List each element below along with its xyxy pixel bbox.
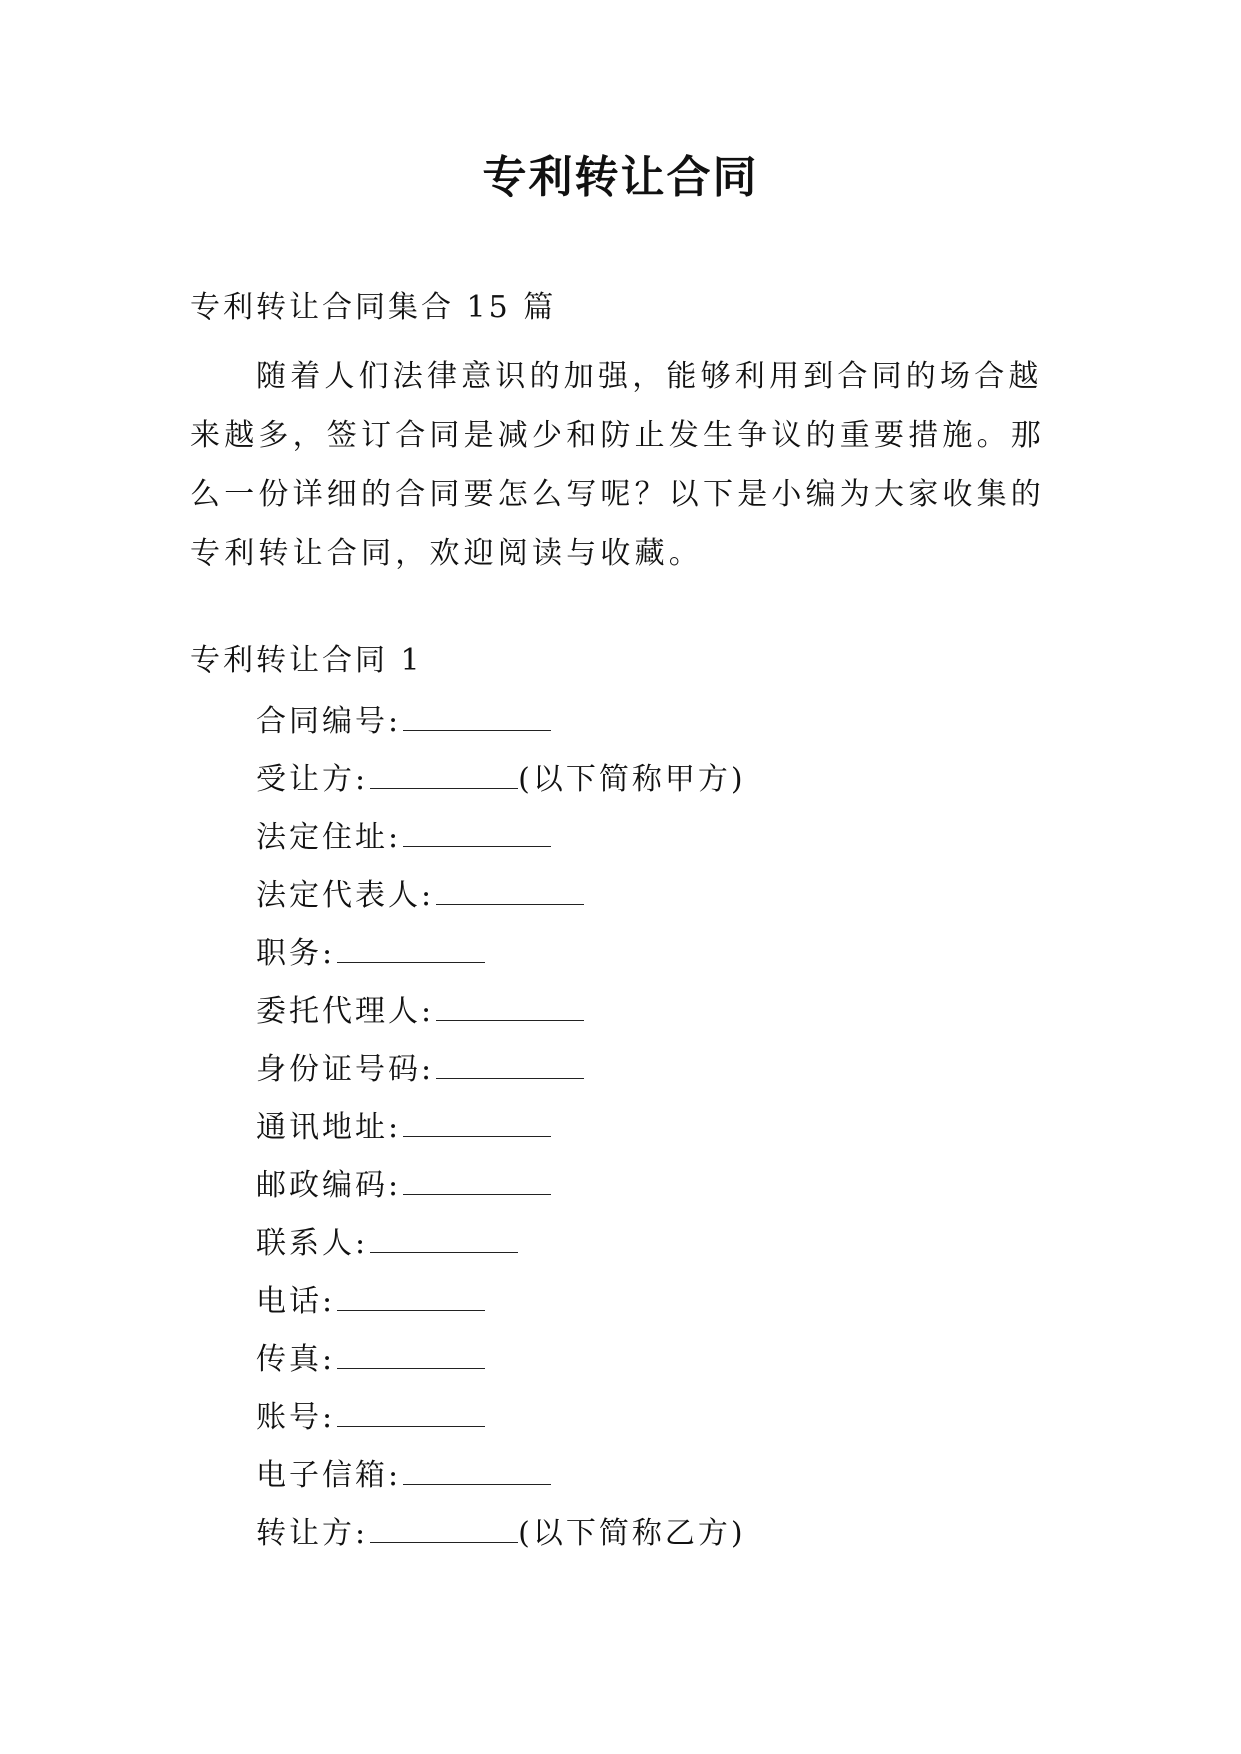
field-fax xyxy=(256,1338,485,1380)
field-phone xyxy=(256,1280,485,1322)
field-label: 法定代表人: xyxy=(256,878,435,913)
field-label: 职务: xyxy=(256,936,336,971)
field-legal-representative xyxy=(256,874,584,916)
field-label: 法定住址: xyxy=(256,820,402,855)
field-email xyxy=(256,1454,551,1496)
field-assignor xyxy=(256,1512,746,1554)
blank-line xyxy=(436,874,584,905)
blank-line xyxy=(337,1338,485,1369)
field-label: 通讯地址: xyxy=(256,1110,402,1145)
field-contract-number xyxy=(256,700,551,742)
field-suffix: (以下简称甲方) xyxy=(518,762,746,797)
field-label: 身份证号码: xyxy=(256,1052,435,1087)
field-label: 联系人: xyxy=(256,1226,369,1261)
field-label: 委托代理人: xyxy=(256,994,435,1029)
blank-line xyxy=(436,1048,584,1079)
field-authorized-agent xyxy=(256,990,584,1032)
blank-line xyxy=(370,758,518,789)
blank-line xyxy=(403,1106,551,1137)
blank-line xyxy=(403,1164,551,1195)
field-label: 受让方: xyxy=(256,762,369,797)
field-label: 邮政编码: xyxy=(256,1168,402,1203)
field-id-number xyxy=(256,1048,584,1090)
field-label: 传真: xyxy=(256,1342,336,1377)
field-legal-address xyxy=(256,816,551,858)
field-label: 账号: xyxy=(256,1400,336,1435)
subtitle: 专利转让合同集合 15 篇 xyxy=(190,290,557,325)
blank-line xyxy=(436,990,584,1021)
field-account-number xyxy=(256,1396,485,1438)
field-contact-person xyxy=(256,1222,518,1264)
blank-line xyxy=(370,1512,518,1543)
blank-line xyxy=(403,1454,551,1485)
field-label: 合同编号: xyxy=(256,704,402,739)
blank-line xyxy=(337,1280,485,1311)
blank-line xyxy=(403,700,551,731)
field-label: 转让方: xyxy=(256,1516,369,1551)
blank-line xyxy=(370,1222,518,1253)
field-postal-code xyxy=(256,1164,551,1206)
field-position xyxy=(256,932,485,974)
field-assignee xyxy=(256,758,746,800)
blank-line xyxy=(337,1396,485,1427)
field-label: 电子信箱: xyxy=(256,1458,402,1493)
blank-line xyxy=(403,816,551,847)
field-suffix: (以下简称乙方) xyxy=(518,1516,746,1551)
section-heading: 专利转让合同 1 xyxy=(190,643,423,678)
field-mailing-address xyxy=(256,1106,551,1148)
document-title: 专利转让合同 xyxy=(482,152,759,203)
field-label: 电话: xyxy=(256,1284,336,1319)
blank-line xyxy=(337,932,485,963)
intro-paragraph: 随着人们法律意识的加强，能够利用到合同的场合越来越多，签订合同是减少和防止发生争议的重要措施。那么一份详细的合同要怎么写呢？以下是小编为大家收集的专利转让合同，欢迎阅读与收藏。 xyxy=(190,359,1045,571)
